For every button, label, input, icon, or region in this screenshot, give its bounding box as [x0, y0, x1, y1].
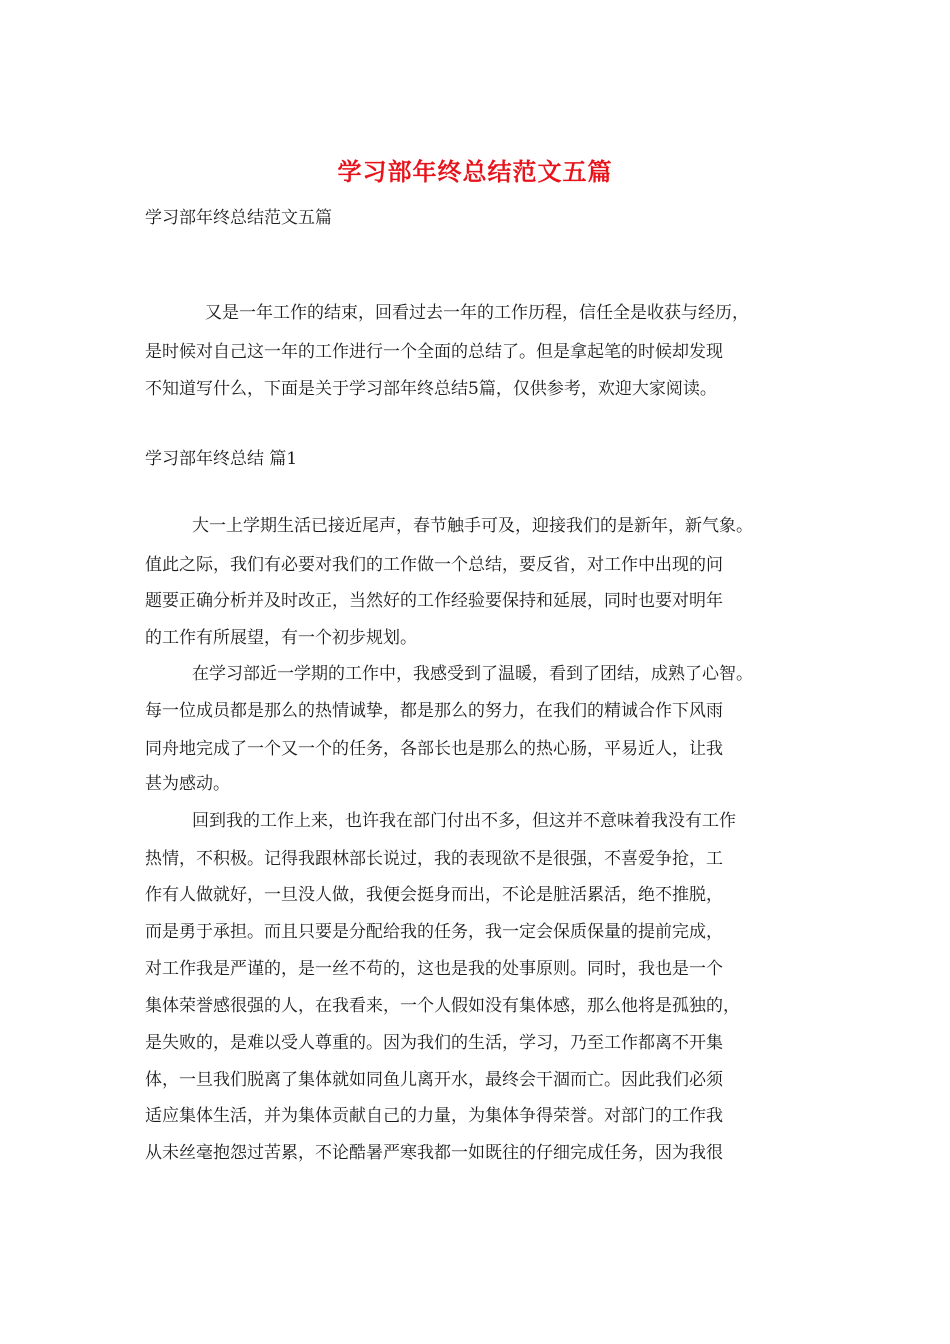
section-heading: 学习部年终总结 篇1: [145, 449, 298, 469]
body-line: 每一位成员都是那么的热情诚挚，都是那么的努力，在我们的精诚合作下风雨: [145, 701, 723, 721]
body-line: 值此之际，我们有必要对我们的工作做一个总结，要反省，对工作中出现的问: [145, 555, 723, 575]
body-line: 对工作我是严谨的，是一丝不苟的，这也是我的处事原则。同时，我也是一个: [145, 959, 723, 979]
body-line: 在学习部近一学期的工作中，我感受到了温暖，看到了团结，成熟了心智。: [192, 664, 753, 684]
intro-line: 又是一年工作的结束，回看过去一年的工作历程，信任全是收获与经历，: [205, 303, 749, 323]
body-line: 集体荣誉感很强的人，在我看来，一个人假如没有集体感，那么他将是孤独的，: [145, 996, 740, 1016]
body-line: 同舟地完成了一个又一个的任务，各部长也是那么的热心肠，平易近人，让我: [145, 739, 723, 759]
page-title: 学习部年终总结范文五篇: [337, 157, 613, 186]
intro-line: 是时候对自己这一年的工作进行一个全面的总结了。但是拿起笔的时候却发现: [145, 342, 723, 362]
body-line: 热情，不积极。记得我跟林部长说过，我的表现欲不是很强，不喜爱争抢，工: [145, 849, 723, 869]
body-line: 而是勇于承担。而且只要是分配给我的任务，我一定会保质保量的提前完成，: [145, 922, 723, 942]
document-subtitle: 学习部年终总结范文五篇: [145, 208, 332, 228]
body-line: 回到我的工作上来，也许我在部门付出不多，但这并不意味着我没有工作: [192, 811, 736, 831]
body-line: 大一上学期生活已接近尾声，春节触手可及，迎接我们的是新年，新气象。: [192, 516, 753, 536]
body-line: 作有人做就好，一旦没人做，我便会挺身而出，不论是脏活累活，绝不推脱，: [145, 885, 723, 905]
body-line: 的工作有所展望，有一个初步规划。: [145, 628, 417, 648]
body-line: 题要正确分析并及时改正，当然好的工作经验要保持和延展，同时也要对明年: [145, 591, 723, 611]
intro-line: 不知道写什么，下面是关于学习部年终总结5篇，仅供参考，欢迎大家阅读。: [145, 379, 717, 399]
body-line: 从未丝毫抱怨过苦累，不论酷暑严寒我都一如既往的仔细完成任务，因为我很: [145, 1143, 723, 1163]
body-line: 是失败的，是难以受人尊重的。因为我们的生活，学习，乃至工作都离不开集: [145, 1033, 723, 1053]
body-line: 体，一旦我们脱离了集体就如同鱼儿离开水，最终会干涸而亡。因此我们必须: [145, 1070, 723, 1090]
body-line: 甚为感动。: [145, 774, 230, 794]
body-line: 适应集体生活，并为集体贡献自己的力量，为集体争得荣誉。对部门的工作我: [145, 1106, 723, 1126]
